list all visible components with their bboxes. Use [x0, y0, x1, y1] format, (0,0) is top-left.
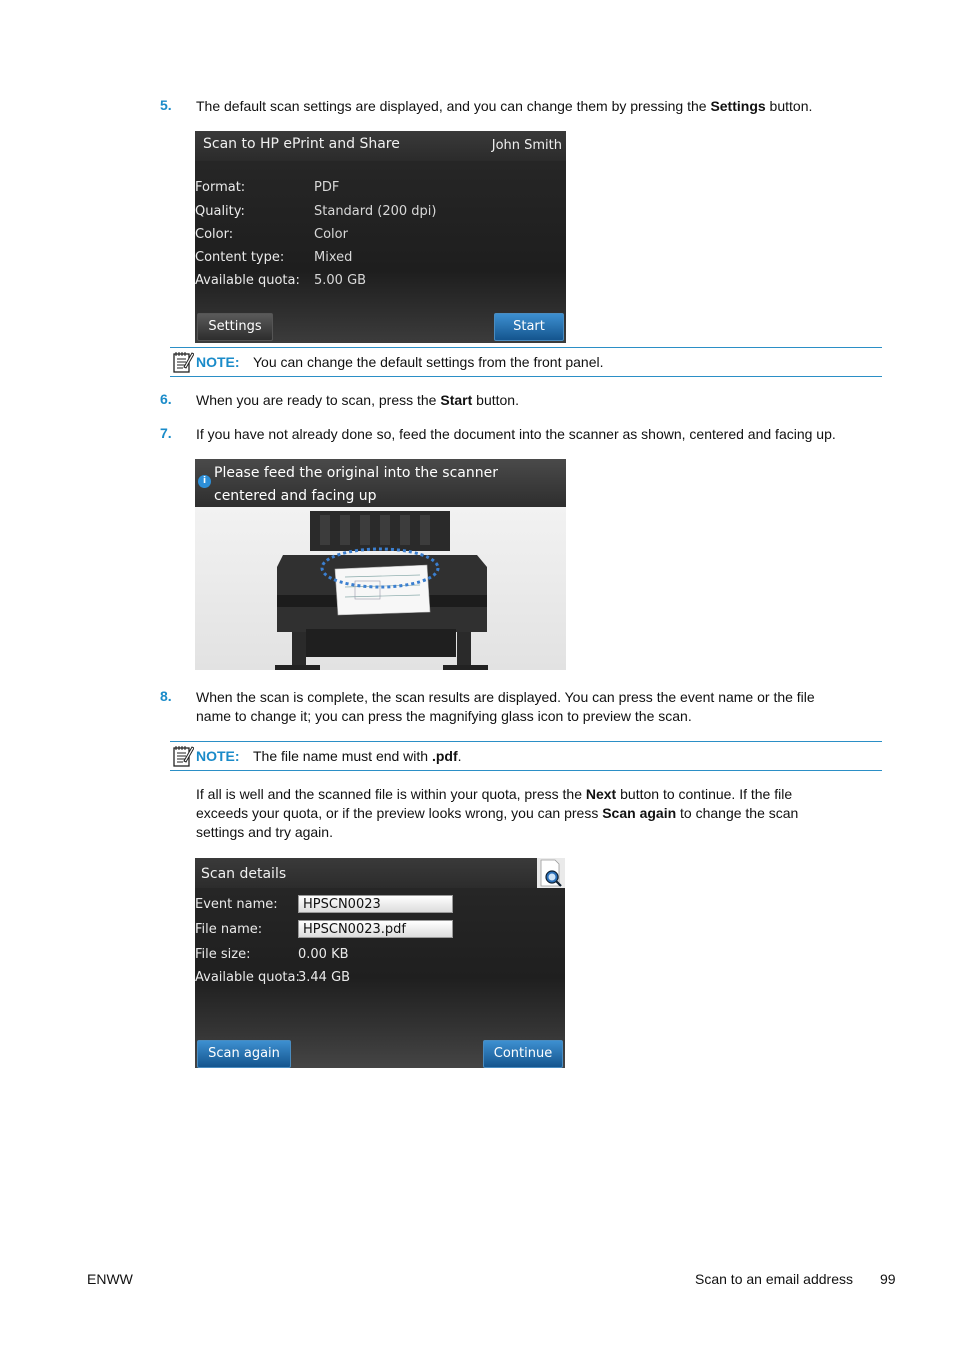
continue-button[interactable]: Continue: [483, 1040, 563, 1068]
event-name-field[interactable]: HPSCN0023: [298, 895, 453, 913]
note-box-1: [170, 347, 882, 377]
step-5-pre: The default scan settings are displayed, and you can change them by pressing the: [196, 98, 711, 114]
screen-title: Scan to HP ePrint and Share: [203, 136, 400, 152]
step-8-line-1: When the scan is complete, the scan results are displayed. You can press the event name or the file: [196, 689, 815, 705]
note-text: You can change the default settings from the front panel.: [253, 354, 604, 370]
note-2-pre: The file name must end with: [253, 748, 432, 764]
step-number-8: 8.: [160, 688, 172, 704]
file-size-label: File size:: [195, 947, 251, 962]
scan-again-button[interactable]: Scan again: [197, 1040, 291, 1068]
step-6-text: [196, 391, 519, 410]
scan-details-screen: [195, 858, 565, 1068]
note-box-2: [170, 741, 882, 771]
color-label: Color:: [195, 227, 234, 242]
screen-header: [195, 459, 566, 507]
feed-original-screen: [195, 459, 566, 670]
quality-label: Quality:: [195, 204, 245, 219]
step-6-bold: Start: [440, 392, 473, 408]
note-2-post: .: [457, 748, 462, 764]
step-5-bold: Settings: [710, 98, 766, 114]
color-value: Color: [314, 227, 348, 242]
file-name-field[interactable]: HPSCN0023.pdf: [298, 920, 453, 938]
step-5-text: [196, 97, 812, 116]
line-2-pre: exceeds your quota, or if the preview looks wrong, you can press: [196, 805, 603, 821]
line-2-post: to change the scan: [676, 805, 799, 821]
format-value: PDF: [314, 180, 340, 195]
instructions-line-2: [196, 804, 798, 823]
scanner-illustration: [195, 507, 566, 670]
file-name-label: File name:: [195, 922, 263, 937]
format-label: Format:: [195, 180, 246, 195]
note-text: [253, 748, 462, 764]
scan-settings-screen: [195, 131, 566, 343]
step-8-line-2: name to change it; you can press the magnifying glass icon to preview the scan.: [196, 708, 692, 724]
quality-value: Standard (200 dpi): [314, 204, 437, 219]
screen-title: Scan details: [201, 866, 287, 882]
step-number-7: 7.: [160, 425, 172, 441]
quota-label: Available quota:: [195, 273, 300, 288]
instructions-line-1: [196, 785, 792, 804]
footer-section: Scan to an email address: [695, 1271, 853, 1287]
file-size-value: 0.00 KB: [298, 947, 349, 962]
footer-left: ENWW: [87, 1271, 133, 1287]
step-5-post: button.: [765, 98, 813, 114]
note-label: NOTE:: [196, 354, 240, 370]
line-1-post: button to continue. If the file: [616, 786, 793, 802]
start-button[interactable]: Start: [494, 313, 564, 341]
line-1-pre: If all is well and the scanned file is within your quota, press the: [196, 786, 586, 802]
settings-button[interactable]: Settings: [197, 313, 273, 341]
note-icon: [172, 350, 194, 374]
available-quota-value: 3.44 GB: [298, 970, 351, 985]
instructions-line-3: settings and try again.: [196, 824, 333, 840]
content-type-label: Content type:: [195, 250, 285, 265]
page-number: 99: [880, 1271, 896, 1287]
quota-value: 5.00 GB: [314, 273, 367, 288]
preview-button[interactable]: [537, 858, 565, 888]
note-icon: [172, 744, 194, 768]
magnifying-glass-icon: [537, 858, 565, 888]
content-type-value: Mixed: [314, 250, 353, 265]
step-7-text: If you have not already done so, feed the document into the scanner as shown, centered and facing up.: [196, 426, 836, 442]
step-number-6: 6.: [160, 391, 172, 407]
line-1-bold: Next: [585, 786, 617, 802]
step-6-post: button.: [472, 392, 519, 408]
step-6-pre: When you are ready to scan, press the: [196, 392, 441, 408]
available-quota-label: Available quota:: [195, 970, 300, 985]
step-number-5: 5.: [160, 97, 172, 113]
note-2-bold: .pdf: [431, 748, 458, 764]
line-2-bold: Scan again: [602, 805, 677, 821]
feed-message: Please feed the original into the scanner centered and facing up: [214, 465, 498, 504]
note-label: NOTE:: [196, 748, 240, 764]
event-name-label: Event name:: [195, 897, 278, 912]
info-icon: i: [198, 475, 211, 488]
user-name: John Smith: [491, 138, 562, 153]
